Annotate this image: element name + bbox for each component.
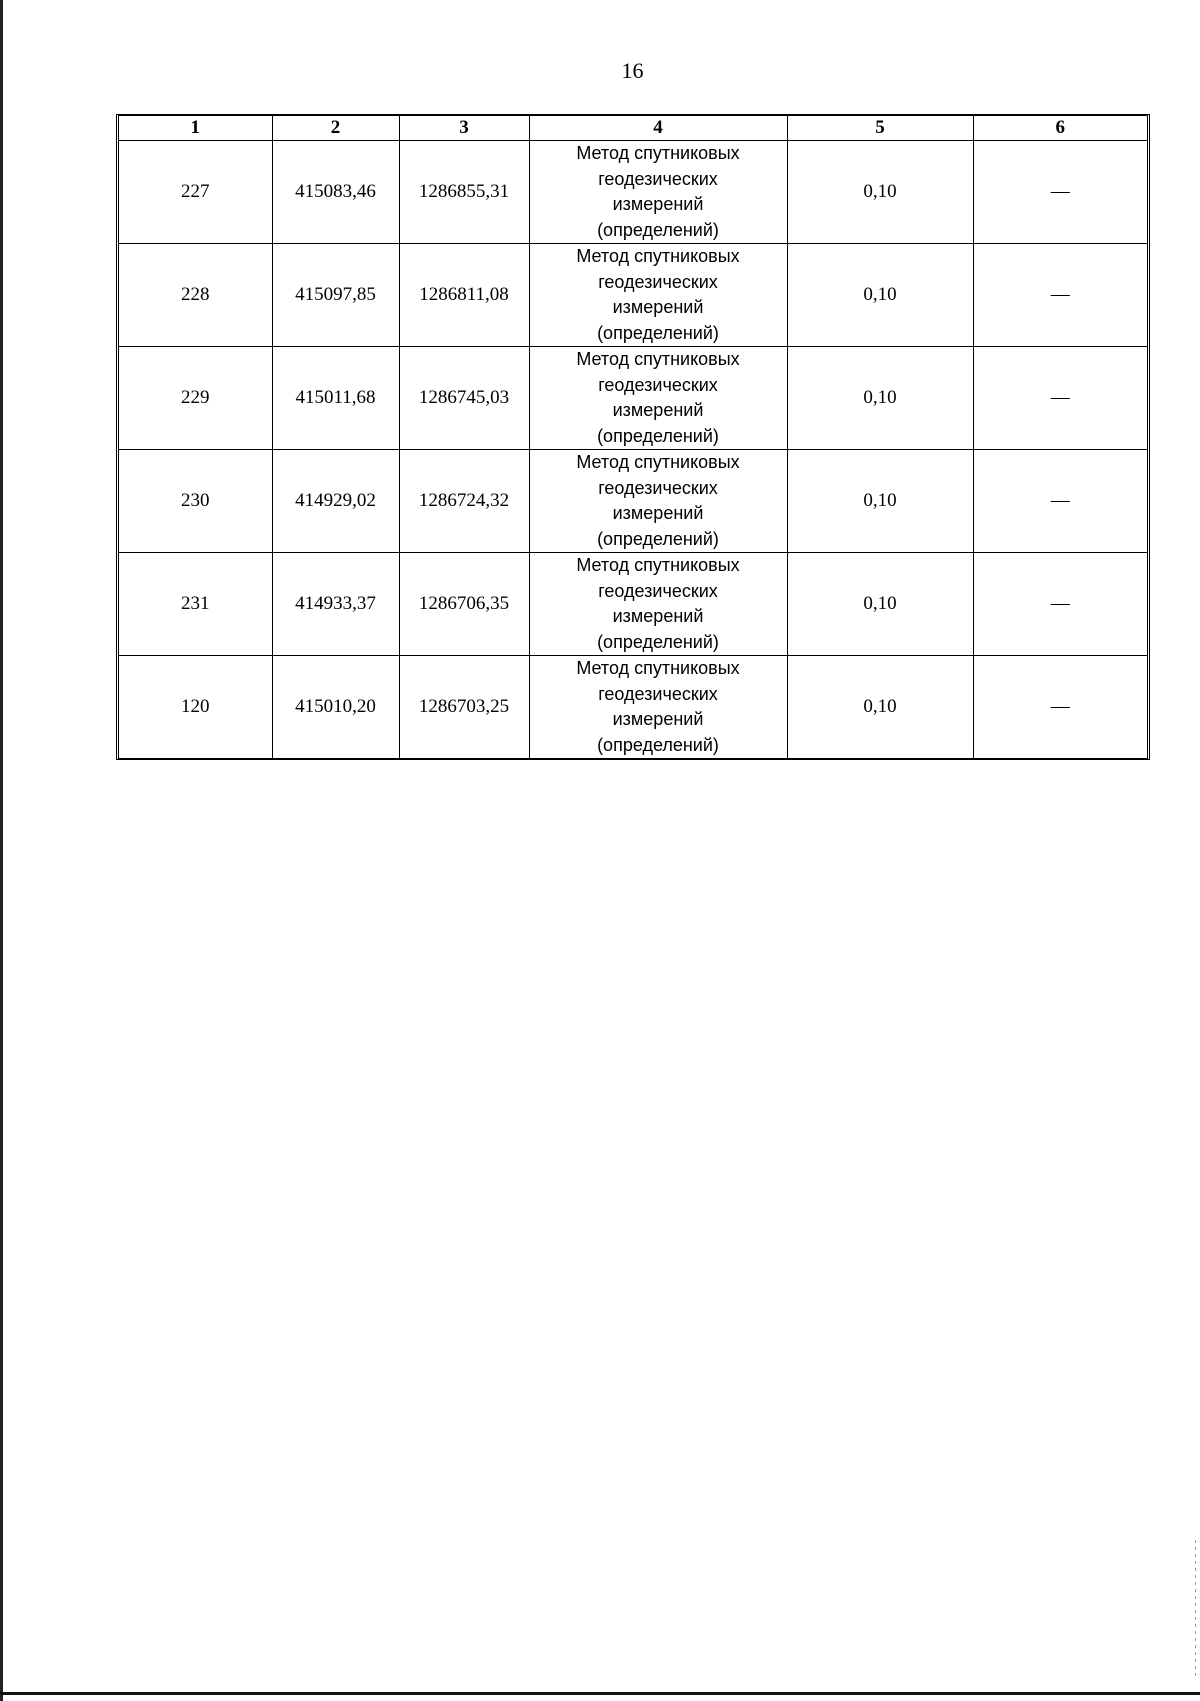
method-line: (определений): [597, 322, 719, 343]
y-coordinate-cell: 1286703,25: [399, 656, 529, 759]
table-row: [119, 141, 1147, 244]
column-header-5: 5: [787, 116, 973, 141]
y-coordinate-cell: 1286811,08: [399, 244, 529, 347]
point-number-cell: 120: [119, 656, 272, 759]
method-line: (определений): [597, 528, 719, 549]
note-cell: —: [973, 656, 1147, 759]
table-row: [119, 553, 1147, 656]
coordinates-table-wrapper: [116, 114, 1150, 760]
y-coordinate-cell: 1286724,32: [399, 450, 529, 553]
accuracy-cell: 0,10: [787, 141, 973, 244]
method-cell: [529, 347, 787, 450]
method-line: (определений): [597, 734, 719, 755]
method-cell: [529, 450, 787, 553]
column-header-1: 1: [119, 116, 272, 141]
table-row: [119, 347, 1147, 450]
column-header-2: 2: [272, 116, 399, 141]
table-row: [119, 450, 1147, 553]
method-line: геодезических: [598, 477, 718, 498]
note-cell: —: [973, 244, 1147, 347]
point-number-cell: 229: [119, 347, 272, 450]
method-line: Метод спутниковых: [576, 143, 740, 163]
method-line: измерений: [612, 503, 704, 523]
x-coordinate-cell: 414933,37: [272, 553, 399, 656]
x-coordinate-cell: 415010,20: [272, 656, 399, 759]
y-coordinate-cell: 1286855,31: [399, 141, 529, 244]
method-line: геодезических: [598, 168, 718, 189]
accuracy-cell: 0,10: [787, 347, 973, 450]
column-header-4: 4: [529, 116, 787, 141]
x-coordinate-cell: 415011,68: [272, 347, 399, 450]
y-coordinate-cell: 1286745,03: [399, 347, 529, 450]
method-line: геодезических: [598, 374, 718, 395]
column-header-3: 3: [399, 116, 529, 141]
table-header-row: [119, 116, 1147, 141]
table-row: [119, 244, 1147, 347]
column-header-6: 6: [973, 116, 1147, 141]
accuracy-cell: 0,10: [787, 244, 973, 347]
accuracy-cell: 0,10: [787, 553, 973, 656]
note-cell: —: [973, 450, 1147, 553]
method-line: измерений: [612, 400, 704, 420]
method-line: измерений: [612, 297, 704, 317]
method-line: Метод спутниковых: [576, 349, 740, 369]
y-coordinate-cell: 1286706,35: [399, 553, 529, 656]
method-cell: [529, 656, 787, 759]
table-row: [119, 656, 1147, 759]
method-line: (определений): [597, 219, 719, 240]
note-cell: —: [973, 553, 1147, 656]
method-line: геодезических: [598, 683, 718, 704]
coordinates-table: [119, 116, 1147, 758]
accuracy-cell: 0,10: [787, 656, 973, 759]
scan-edge-left: [0, 0, 3, 1701]
method-line: (определений): [597, 425, 719, 446]
scan-edge-bottom: [0, 1692, 1200, 1695]
method-line: Метод спутниковых: [576, 452, 740, 472]
accuracy-cell: 0,10: [787, 450, 973, 553]
x-coordinate-cell: 414929,02: [272, 450, 399, 553]
method-line: измерений: [612, 194, 704, 214]
point-number-cell: 227: [119, 141, 272, 244]
point-number-cell: 231: [119, 553, 272, 656]
method-line: (определений): [597, 631, 719, 652]
method-line: геодезических: [598, 271, 718, 292]
method-cell: [529, 141, 787, 244]
note-cell: —: [973, 347, 1147, 450]
method-cell: [529, 553, 787, 656]
note-cell: —: [973, 141, 1147, 244]
point-number-cell: 228: [119, 244, 272, 347]
method-cell: [529, 244, 787, 347]
method-line: геодезических: [598, 580, 718, 601]
method-line: измерений: [612, 606, 704, 626]
method-line: измерений: [612, 709, 704, 729]
method-line: Метод спутниковых: [576, 555, 740, 575]
page-number: 16: [621, 58, 644, 83]
method-line: Метод спутниковых: [576, 658, 740, 678]
x-coordinate-cell: 415083,46: [272, 141, 399, 244]
scan-edge-right: [1195, 1540, 1196, 1680]
point-number-cell: 230: [119, 450, 272, 553]
x-coordinate-cell: 415097,85: [272, 244, 399, 347]
method-line: Метод спутниковых: [576, 246, 740, 266]
